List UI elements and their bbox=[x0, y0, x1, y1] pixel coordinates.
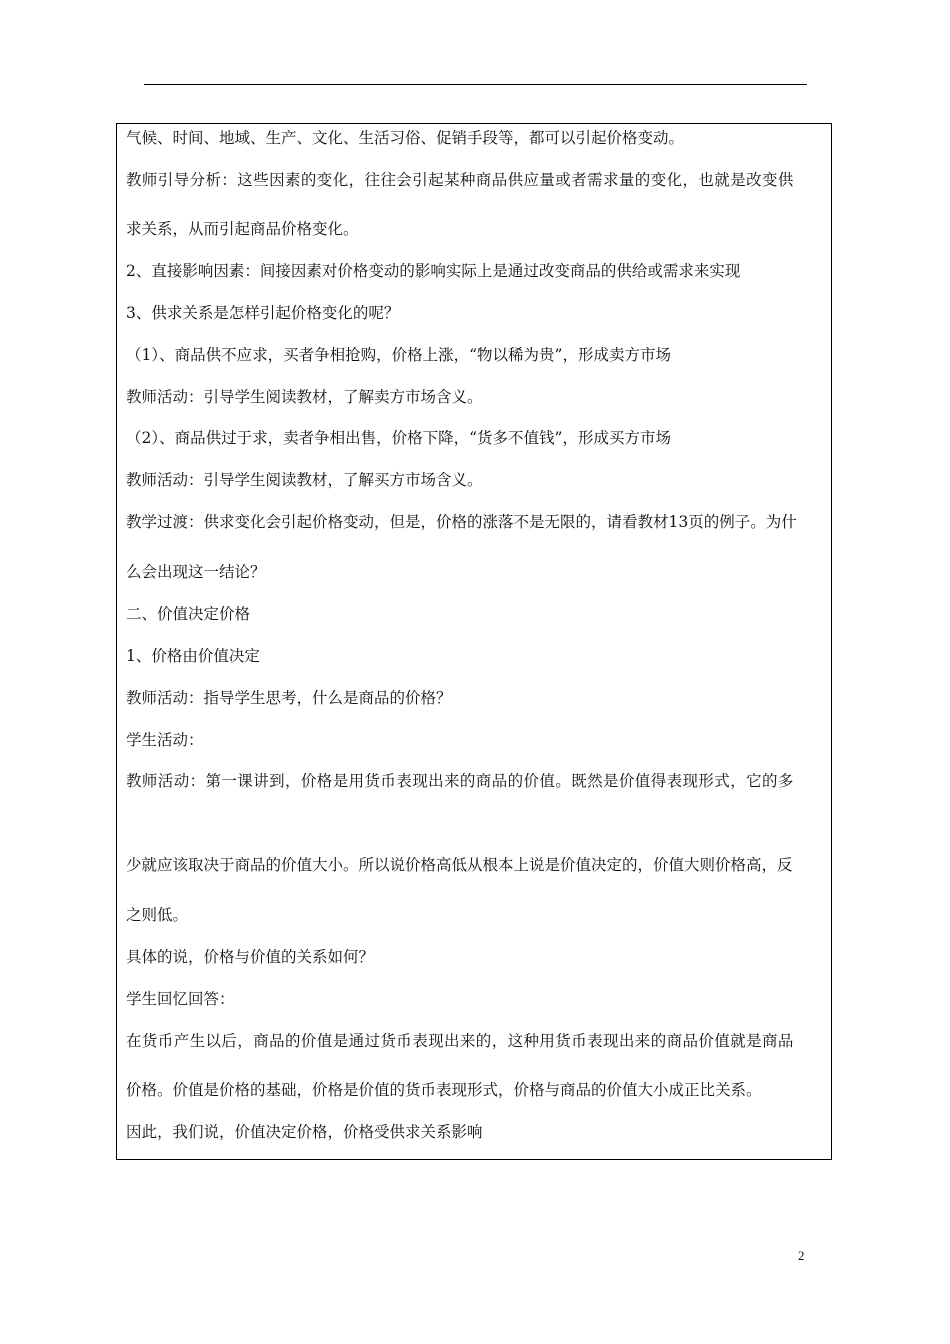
header-rule bbox=[144, 84, 807, 85]
text-line: 少就应该取决于商品的价值大小。所以说价格高低从根本上说是价值决定的，价值大则价格高，反 bbox=[126, 856, 793, 874]
page-number: 2 bbox=[798, 1248, 805, 1263]
text-line: 价格。价值是价格的基础，价格是价值的货币表现形式，价格与商品的价值大小成正比关系。 bbox=[126, 1081, 762, 1099]
text-line: 2、直接影响因素：间接因素对价格变动的影响实际上是通过改变商品的供给或需求来实现 bbox=[126, 262, 741, 280]
text-line: 教师活动：指导学生思考，什么是商品的价格？ bbox=[126, 689, 452, 707]
subsection-heading: 1、价格由价值决定 bbox=[126, 647, 260, 665]
text-line: 教师活动：第一课讲到，价格是用货币表现出来的商品的价值。既然是价值得表现形式，它的多 bbox=[126, 772, 794, 790]
text-line: （2）、商品供过于求，卖者争相出售，价格下降，“货多不值钱”，形成买方市场 bbox=[126, 429, 671, 447]
text-line: （1）、商品供不应求，买者争相抢购，价格上涨，“物以稀为贵”，形成卖方市场 bbox=[126, 346, 671, 364]
section-heading: 二、价值决定价格 bbox=[126, 605, 251, 623]
text-line: 教师活动：引导学生阅读教材，了解买方市场含义。 bbox=[126, 471, 483, 489]
text-line: 教学过渡：供求变化会引起价格变动，但是，价格的涨落不是无限的，请看教材13页的例子。为什 bbox=[126, 513, 797, 531]
text-line: 教师活动：引导学生阅读教材，了解卖方市场含义。 bbox=[126, 388, 483, 406]
text-line: 具体的说，价格与价值的关系如何？ bbox=[126, 948, 375, 966]
text-line: 因此，我们说，价值决定价格，价格受供求关系影响 bbox=[126, 1123, 483, 1141]
text-line: 在货币产生以后，商品的价值是通过货币表现出来的，这种用货币表现出来的商品价值就是商品 bbox=[126, 1032, 794, 1050]
text-line: 气候、时间、地域、生产、文化、生活习俗、促销手段等，都可以引起价格变动。 bbox=[126, 129, 685, 147]
text-line: 3、供求关系是怎样引起价格变化的呢？ bbox=[126, 304, 400, 322]
text-line: 求关系，从而引起商品价格变化。 bbox=[126, 220, 359, 238]
text-line: 学生回忆回答： bbox=[126, 990, 235, 1008]
text-line: 学生活动： bbox=[126, 731, 204, 749]
text-line: 么会出现这一结论？ bbox=[126, 563, 266, 581]
text-line: 之则低。 bbox=[126, 906, 189, 924]
text-line: 教师引导分析：这些因素的变化，往往会引起某种商品供应量或者需求量的变化，也就是改变供 bbox=[126, 171, 794, 189]
